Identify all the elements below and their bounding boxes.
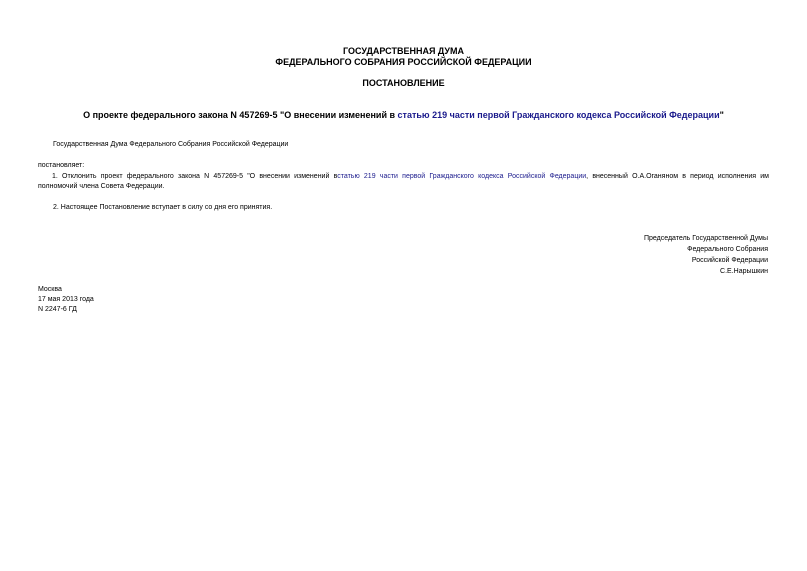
document-type-heading: ПОСТАНОВЛЕНИЕ <box>362 78 445 88</box>
footer-date: 17 мая 2013 года <box>38 296 94 303</box>
footer-number: N 2247-6 ГД <box>38 306 77 313</box>
intro-text: Государственная Дума Федерального Собрания Российской Федерации <box>53 141 289 148</box>
signature-name: С.Е.Нарышкин <box>720 268 768 275</box>
item1-line1 <box>38 172 769 182</box>
decides-text: постановляет: <box>38 162 85 169</box>
title-law-link[interactable]: статью 219 части первой Гражданского кодекса Российской Федерации <box>397 110 720 120</box>
signature-title-line2: Федерального Собрания <box>687 246 768 253</box>
signature-block <box>644 233 768 277</box>
item1-prefix: 1. Отклонить проект федерального закона N 457269-5 "О внесении изменений в <box>52 173 338 180</box>
item2-text: 2. Настоящее Постановление вступает в силу со дня его принятия. <box>53 204 273 211</box>
signature-title-line3: Российской Федерации <box>691 257 768 264</box>
item1-law-link[interactable]: статью 219 части первой Гражданского кодекса Российской Федерации <box>337 173 587 180</box>
item1-suffix: , внесенный О.А.Оганяном в период исполнения им <box>586 173 769 180</box>
document-title <box>0 110 807 121</box>
item1-line2: полномочий члена Совета Федерации. <box>38 183 165 190</box>
footer-place: Москва <box>38 286 62 293</box>
header-org-line2: ФЕДЕРАЛЬНОГО СОБРАНИЯ РОССИЙСКОЙ ФЕДЕРАЦИИ <box>275 57 532 67</box>
title-suffix: " <box>719 110 724 120</box>
signature-title-line1: Председатель Государственной Думы <box>643 235 768 242</box>
title-prefix: О проекте федерального закона N 457269-5 "О внесении изменений в <box>83 110 398 120</box>
header-org-line1: ГОСУДАРСТВЕННАЯ ДУМА <box>342 46 465 56</box>
